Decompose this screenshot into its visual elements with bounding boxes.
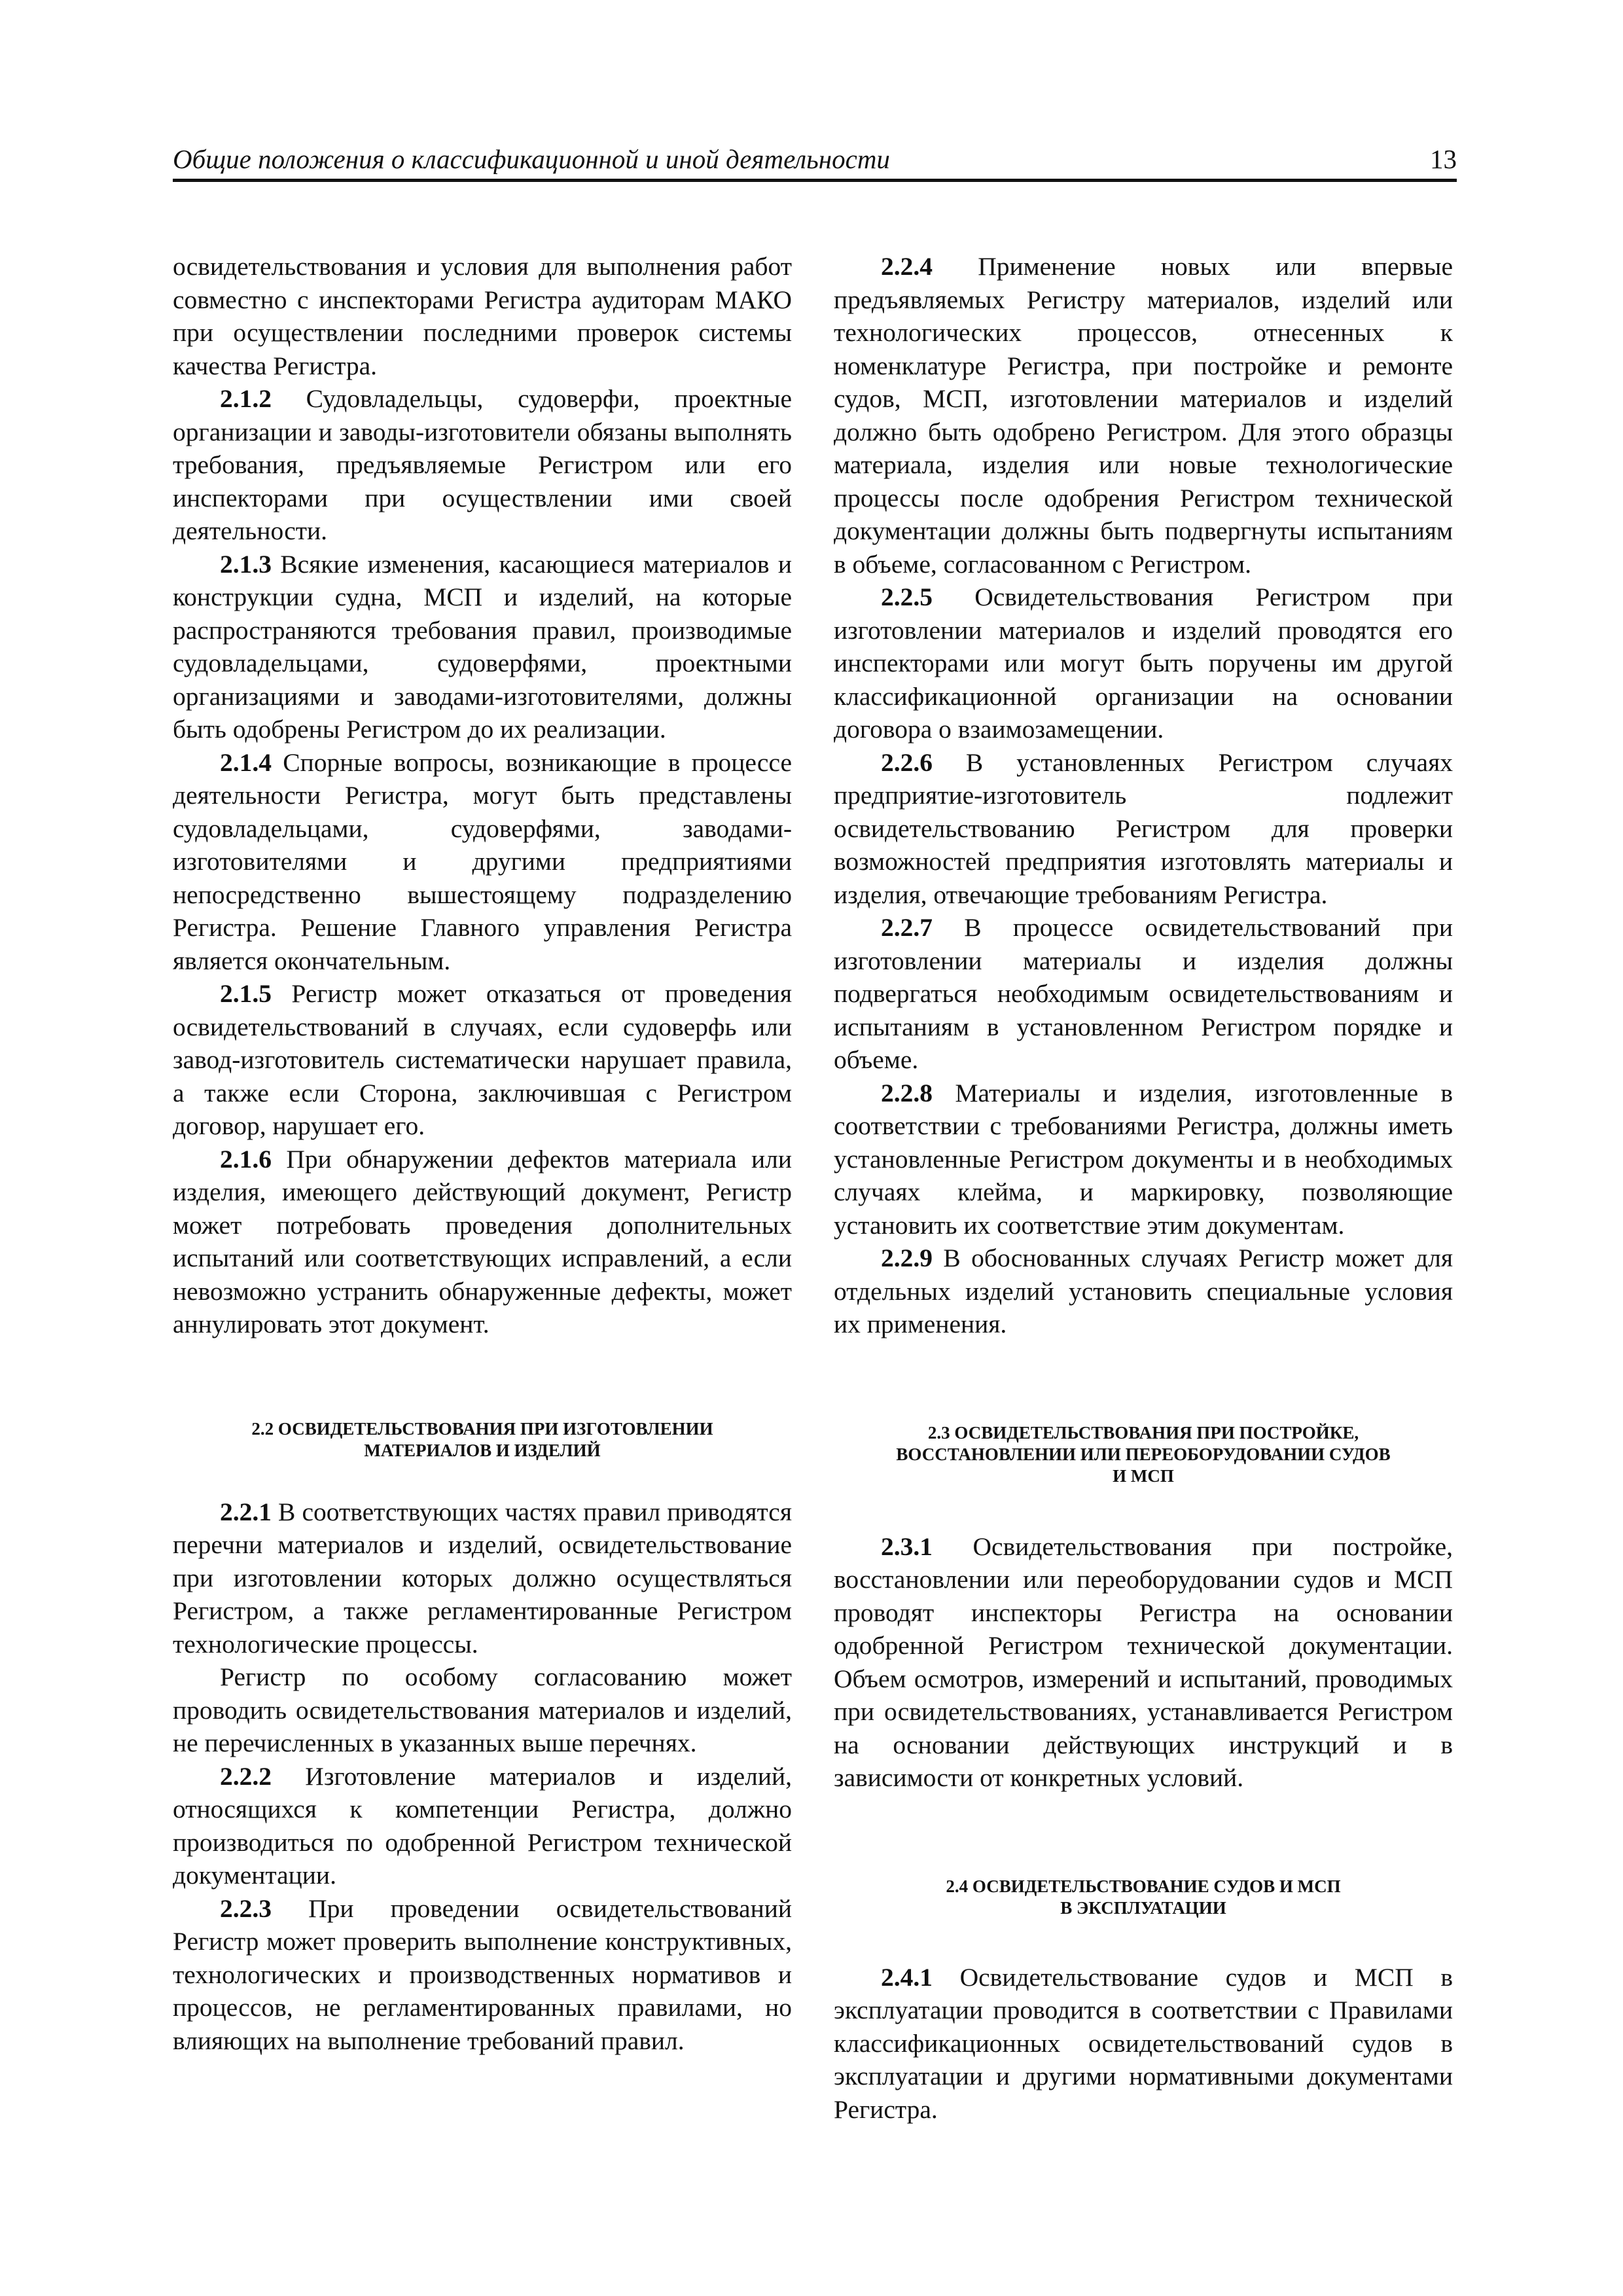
clause-number: 2.2.6 [881,747,933,777]
paragraph-2-4-1 [834,1961,1453,2126]
clause-text: Материалы и изделия, изготовленные в соответствии с требованиями Регистра, должны иметь установленные Регистром документы и в необходимых случаях клейма, и маркировку, позволяющие установить их соответствие этим документам. [834,1078,1453,1240]
heading-line: 2.2 ОСВИДЕТЕЛЬСТВОВАНИЯ ПРИ ИЗГОТОВЛЕНИИ [251,1418,713,1439]
heading-line: В ЭКСПЛУАТАЦИИ [1060,1897,1226,1918]
left-column [173,250,792,2057]
paragraph-2-2-1 [173,1496,792,1661]
clause-text: При проведении освидетельствований Регистр может проверить выполнение конструктивных, технологических и производственных нормативов и процессов, не регламентированных правилами, но влияющих на выполнение требований правил. [173,1893,792,2055]
paragraph-2-1-6 [173,1143,792,1341]
paragraph-2-2-4 [834,250,1453,581]
paragraph-2-1-2 [173,382,792,548]
clause-text: Применение новых или впервые предъявляемых Регистру материалов, изделий или технологических процессов, отнесенных к номенклатуре Регистра, при постройке и ремонте судов, МСП, изготовлении материалов и изделий должно быть одобрено Регистром. Для этого образцы материала, изделия или новые технологические процессы после одобрения Регистром технической документации должны быть подвергнуты испытаниям в объеме, согласованном с Регистром. [834,252,1453,579]
paragraph-2-2-9 [834,1242,1453,1341]
clause-text: Освидетельствование судов и МСП в эксплуатации проводится в соответствии с Правилами классификационных освидетельствований судов в эксплуатации и другими нормативными документами Регистра. [834,1962,1453,2124]
section-heading-2-2 [173,1418,792,1462]
header-title: Общие положения о классификационной и иной деятельности [173,144,890,174]
heading-line: 2.3 ОСВИДЕТЕЛЬСТВОВАНИЯ ПРИ ПОСТРОЙКЕ, [927,1422,1359,1443]
clause-number: 2.2.1 [220,1497,272,1526]
clause-number: 2.1.5 [220,979,272,1008]
paragraph-2-2-8 [834,1077,1453,1242]
right-column [834,250,1453,2126]
paragraph-2-2-2 [173,1760,792,1892]
section-heading-2-4 [834,1876,1453,1919]
heading-line: 2.4 ОСВИДЕТЕЛЬСТВОВАНИЕ СУДОВ И МСП [946,1876,1341,1896]
clause-number: 2.2.5 [881,583,933,611]
paragraph-2-2-3 [173,1892,792,2058]
clause-text: При обнаружении дефектов материала или изделия, имеющего действующий документ, Регистр может потребовать проведения дополнительных испытаний или соответствующих исправлений, а если невозможно устранить обнаруженные дефекты, может аннулировать этот документ. [173,1144,792,1338]
paragraph-2-2-5 [834,581,1453,746]
heading-line: ВОССТАНОВЛЕНИИ ИЛИ ПЕРЕОБОРУДОВАНИИ СУДОВ [896,1444,1391,1464]
clause-text: Изготовление материалов и изделий, относящихся к компетенции Регистра, должно производиться по одобренной Регистром технической документации. [173,1761,792,1890]
heading-line: МАТЕРИАЛОВ И ИЗДЕЛИЙ [364,1440,601,1460]
paragraph-2-2-1-b: Регистр по особому согласованию может проводить освидетельствования материалов и изделий, не перечисленных в указанных выше перечнях. [173,1662,792,1757]
section-heading-2-3 [834,1422,1453,1487]
clause-number: 2.1.6 [220,1144,272,1174]
clause-text: Спорные вопросы, возникающие в процессе деятельности Регистра, могут быть представлены судовладельцами, судоверфями, заводами-изготовителями и другими предприятиями непосредственно вышестоящему подразделению Регистра. Решение Главного управления Регистра является окончательным. [173,747,792,975]
clause-number: 2.2.4 [881,252,933,281]
clause-number: 2.2.3 [220,1893,272,1923]
running-header [173,143,1457,182]
paragraph-2-1-5 [173,977,792,1143]
paragraph-2-2-6 [834,746,1453,912]
clause-text: В соответствующих частях правил приводятся перечни материалов и изделий, освидетельствование при изготовлении которых должно осуществляться Регистром, а также регламентированные Регистром технологические процессы. [173,1497,792,1659]
clause-number: 2.1.2 [220,384,272,413]
heading-line: И МСП [1113,1465,1174,1486]
clause-text: В установленных Регистром случаях предприятие-изготовитель подлежит освидетельствованию Регистром для проверки возможностей предприятия изготовлять материалы и изделия, отвечающие требованиям Регистра. [834,747,1453,909]
clause-number: 2.4.1 [881,1962,933,1992]
clause-number: 2.2.8 [881,1078,933,1107]
clause-number: 2.1.4 [220,747,272,777]
paragraph-2-2-7 [834,911,1453,1077]
paragraph-2-1-4 [173,746,792,978]
clause-number: 2.1.3 [220,549,272,579]
clause-number: 2.2.7 [881,913,933,942]
clause-text: Освидетельствования при постройке, восстановлении или переоборудовании судов и МСП проводят инспекторы Регистра на основании одобренной Регистром технической документации. Объем осмотров, измерений и испытаний, проводимых при освидетельствованиях, устанавливается Регистром на основании действующих инструкций и в зависимости от конкретных условий. [834,1532,1453,1792]
paragraph-2-1-1-continued: освидетельствования и условия для выполнения работ совместно с инспекторами Регистра аудиторам МАКО при осуществлении последними проверок системы качества Регистра. [173,252,792,380]
clause-text: В обоснованных случаях Регистр может для отдельных изделий установить специальные условия их применения. [834,1244,1453,1338]
paragraph-2-3-1 [834,1530,1453,1795]
page-number: 13 [1430,144,1457,174]
clause-number: 2.3.1 [881,1532,933,1561]
clause-text: Судовладельцы, судоверфи, проектные организации и заводы-изготовители обязаны выполнять требования, предъявляемые Регистром или его инспекторами при осуществлении ими своей деятельности. [173,384,792,545]
clause-text: Регистр может отказаться от проведения освидетельствований в случаях, если судоверфь или завод-изготовитель систематически нарушает правила, а также если Сторона, заключившая с Регистром договор, нарушает его. [173,979,792,1140]
clause-text: Всякие изменения, касающиеся материалов и конструкции судна, МСП и изделий, на которые распространяются требования правил, производимые судовладельцами, судоверфями, проектными организациями и заводами-изготовителями, должны быть одобрены Регистром до их реализации. [173,549,792,744]
clause-text: В процессе освидетельствований при изготовлении материалы и изделия должны подвергаться необходимым освидетельствованиям и испытаниям в установленном Регистром порядке и объеме. [834,913,1453,1074]
clause-number: 2.2.9 [881,1244,933,1272]
clause-number: 2.2.2 [220,1761,272,1791]
paragraph-2-1-3 [173,548,792,746]
clause-text: Освидетельствования Регистром при изготовлении материалов и изделий проводятся его инспекторами или могут быть поручены им другой классификационной организации на основании договора о взаимозамещении. [834,583,1453,744]
